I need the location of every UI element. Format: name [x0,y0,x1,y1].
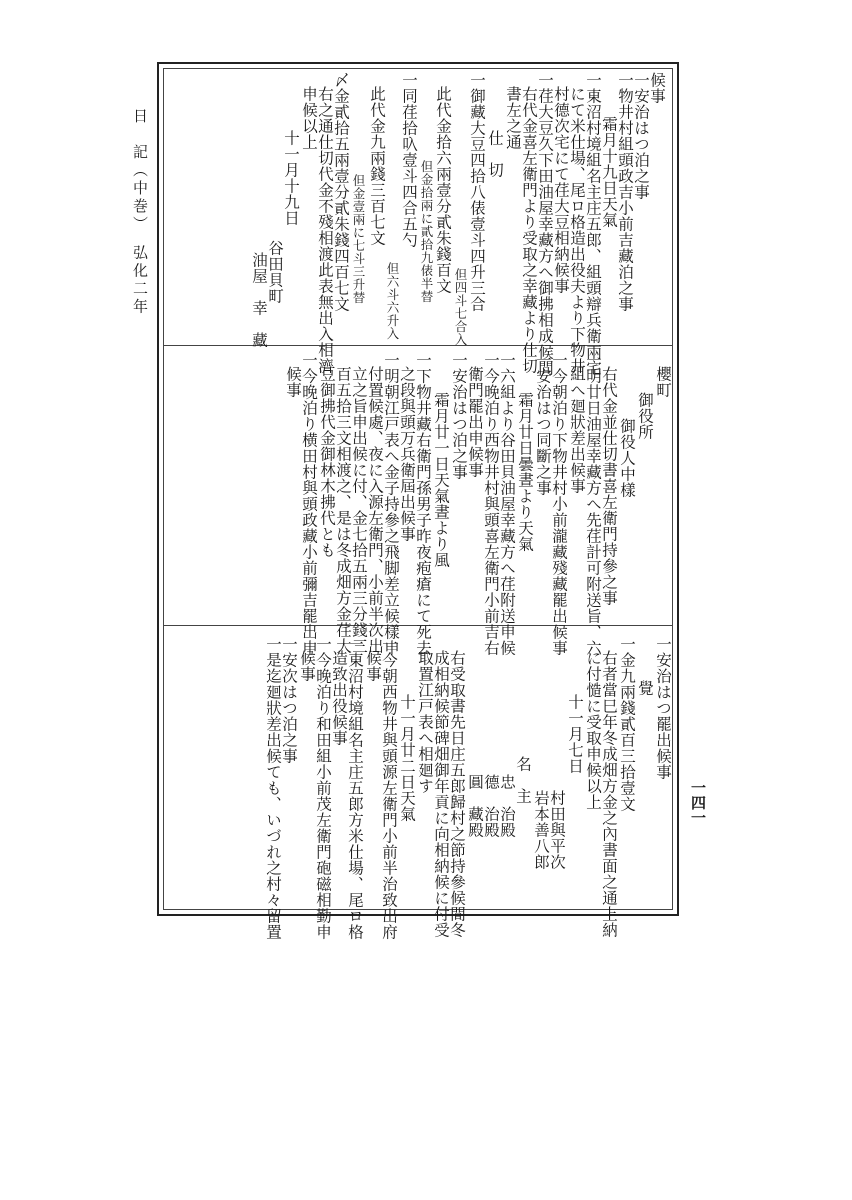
text-column: 一今晚泊り横田村與頭政藏小前彌吉罷出申 [300,352,318,656]
text-column: 村德次宅にて荏大豆相納候事 [552,86,570,294]
text-column: 書左之通 [504,86,522,150]
text-column: 覺 [636,680,654,696]
text-column: 圓 藏殿 [466,774,484,838]
text-column: 一是迄廻狀差出候ても、いづれ之村々留置 [264,636,282,940]
text-column: 村田與平次 [548,790,566,870]
text-column: 一今朝泊り下物井村小前瀧藏殘藏罷出候事 [550,352,568,656]
text-column: 付置候處、夜に入源左衛門、小前半次出 [366,366,384,654]
text-column: 名 主 [514,756,532,804]
text-column: 組へ廻狀差出候事 [568,366,586,494]
text-column: 一六組より谷田貝油屋幸藏方へ荏附送申候 [498,352,516,656]
text-column: 油屋 幸 藏 [250,252,268,348]
text-column: 右代金並仕切書喜左衛門持參之事 [600,366,618,606]
text-column: 十一月廿二日天氣 [398,694,416,822]
text-column: 忠 治殿 [498,774,516,838]
text-column: 但金壹兩に七斗三升替 [351,174,366,304]
text-column: 一今朝西物井與頭源左衛門小前半治致出府 [380,636,398,940]
text-column: 岩本善八郎 [532,790,550,870]
text-column: 一安次はつ泊之事 [280,636,298,764]
text-column: 此代金九兩錢三百七文 [368,86,386,246]
text-column: 成相納候節碑畑御年貢に向相納候に付受 [432,650,450,938]
text-column: 一東沼村境組名主庄五郎方米仕場、尾ロ格 [346,636,364,940]
text-column: 御役人中樣 [618,418,636,498]
text-column: 一明廿日油屋幸藏方へ先荏計可附送旨、六 [584,352,602,656]
text-column: にて米仕場、尾ロ格造出役夫より下物井 [568,86,586,374]
text-column: 右之通仕切代金不殘相渡此表無出入相濟 [316,86,334,374]
text-column: 造致出役候事 [330,650,348,746]
text-column: 谷田貝町 [266,240,284,304]
text-column: 一荏大豆久下田油屋幸藏方へ御拂相成候間 [536,72,554,376]
text-column: に付慥に受取申候以上 [584,650,602,810]
text-column: 一安治はつ泊之事 [450,352,468,480]
running-head: 日 記（中巻） 弘化二年 [131,108,149,317]
text-column: 一下物井藏右衛門孫男子昨夜疱瘡にて死去 [414,352,432,656]
page-number: 一四一 [689,780,707,825]
text-column: 霜月廿一日天氣晝より風 [432,392,450,568]
text-column: 一安治はつ同斷之事 [534,352,552,496]
text-column: 立之旨申出候に付、金七拾五兩三分錢三 [350,366,368,654]
text-column: 之段與頭万兵衛屆出候事 [398,366,416,542]
text-column: 德 治殿 [482,774,500,838]
text-column: 衛門罷出申候事 [466,366,484,478]
text-column: 一御藏大豆四拾八俵壹斗四升三合 [468,72,486,312]
text-column: 右者當巳年冬成畑方金之內書面之通上納 [600,650,618,938]
text-column: 右代金喜左衛門より受取之幸藏より仕切 [520,86,538,374]
text-column: 十一月七日 [566,694,584,774]
text-column: 取置江戸表へ相廻す [416,650,434,794]
text-column: 御役所 [636,392,654,440]
text-column: 百五拾三文相渡之、是は冬成畑方金荏大 [334,366,352,654]
text-column: 十一月十九日 [282,130,300,226]
text-column: 〆金貳拾五兩壹分貳朱錢四百七文 [332,72,350,312]
text-column: 但金拾兩に貳拾九俵半替 [419,160,434,303]
text-column: 一今晚泊り和田組小前茂左衛門砲磁相勤申 [314,636,332,940]
text-column: 候事 [364,650,382,682]
text-column: 仕 切 [486,130,504,178]
text-column: 櫻町 [654,366,672,398]
text-column: 此代金拾六兩壹分貳朱錢百文 [434,86,452,294]
text-column: 但六斗六升入 [385,262,400,340]
text-column: 一同荏拾叺壹斗四合五勺 [400,72,418,248]
text-column: 一金九兩錢貳百三拾壹文 [618,636,636,812]
text-column: 一今晚泊り西物井村與頭喜左衛門小前吉右 [482,352,500,656]
text-column: 申候以上 [300,86,318,150]
text-column: 候事 [298,650,316,682]
text-column: 霜月十九日天氣 [600,116,618,228]
text-column: 右受取書先日庄五郎歸村之節持參候間冬 [448,650,466,938]
text-column: 候事 [648,72,666,104]
text-column: 一安治はつ泊之事 [632,72,650,200]
text-column: 候事 [284,366,302,398]
text-column: 豆御拂代金御林木拂代とも [318,366,336,558]
text-column: 一安治はつ罷出候事 [654,636,672,780]
text-column: 一東沼村境組名主庄五郎、組頭辯兵衛兩宅 [584,72,602,376]
text-column: 一明朝江戸表へ金子持參之飛脚差立候樣申 [382,352,400,656]
text-column: 霜月廿日曇晝より天氣 [516,392,534,552]
text-column: 一物井村組頭政吉小前吉藏泊之事 [616,72,634,312]
text-column: 但四斗七合入 [453,268,468,346]
